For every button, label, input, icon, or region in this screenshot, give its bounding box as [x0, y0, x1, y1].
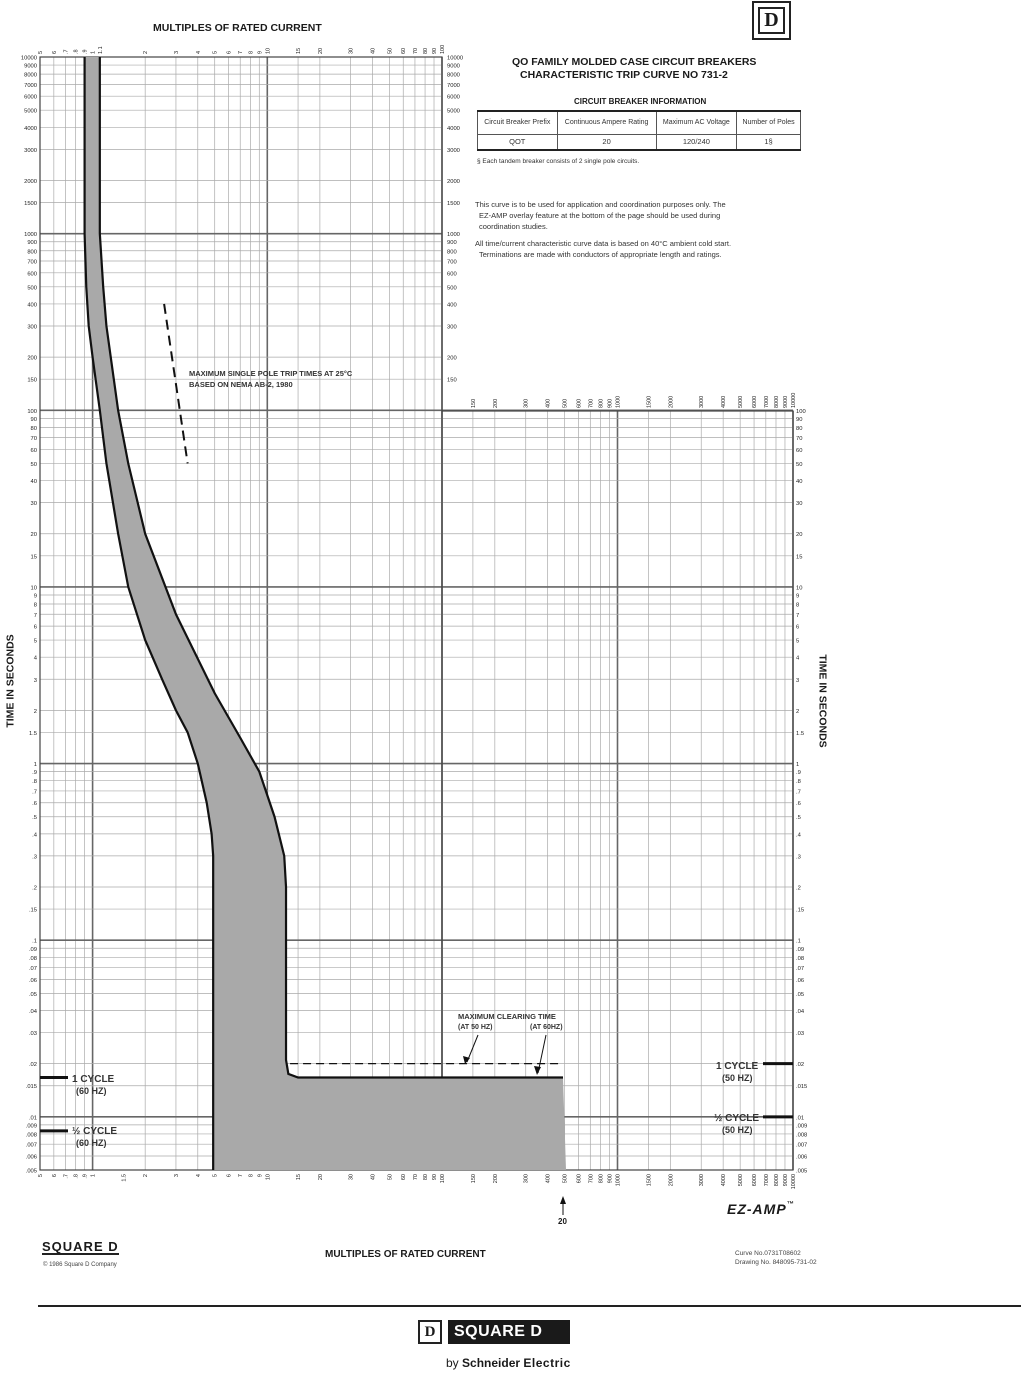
y-tick-label-left: 50 [30, 461, 37, 468]
ezamp-tick-label-mid: 8000 [773, 395, 780, 408]
y-tick-label-left: 3000 [24, 147, 37, 154]
x-tick-label-bottom: 6 [226, 1174, 233, 1178]
clearing-60hz-label: (AT 60HZ) [530, 1024, 563, 1031]
left-one-cycle-label: 1 CYCLE [72, 1074, 115, 1085]
y-tick-label-left: 400 [27, 302, 37, 309]
y-tick-label-right: .06 [796, 977, 805, 984]
y-tick-label-mid: 300 [447, 324, 457, 331]
y-tick-label-mid: 600 [447, 271, 457, 278]
y-tick-label-left: .9 [32, 770, 37, 777]
y-tick-label-mid: 150 [447, 377, 457, 384]
footer-schneider [446, 1356, 571, 1370]
ezamp-tick-label-mid: 900 [607, 398, 614, 408]
y-tick-label-left: 15 [30, 554, 37, 561]
ezamp-tick-label-bottom: 700 [588, 1174, 595, 1184]
x-tick-label-bottom: 5 [212, 1174, 219, 1178]
note2-line2: Terminations are made with conductors of appropriate length and ratings. [479, 250, 722, 259]
info-table-title: CIRCUIT BREAKER INFORMATION [574, 97, 707, 106]
ezamp-tick-label-mid: 500 [562, 398, 569, 408]
x-tick-label-top: 9 [257, 50, 264, 54]
y-tick-label-right: .5 [796, 815, 801, 822]
y-tick-label-left: 300 [27, 324, 37, 331]
y-tick-label-left: .008 [25, 1132, 37, 1139]
y-tick-label-left: .8 [32, 779, 37, 786]
y-tick-label-mid: 700 [447, 259, 457, 266]
ezamp-logo-text: EZ-AMP [727, 1201, 787, 1217]
right-axis-title: TIME IN SECONDS [816, 654, 829, 748]
y-tick-label-mid: 500 [447, 285, 457, 292]
y-tick-label-right: .007 [796, 1142, 808, 1149]
y-tick-label-right: .08 [796, 955, 805, 962]
x-tick-label-bottom: .8 [73, 1174, 80, 1179]
single-pole-note-line2: BASED ON NEMA AB-2, 1980 [189, 380, 293, 389]
clearing-50hz-label: (AT 50 HZ) [458, 1024, 493, 1031]
table-footnote: § Each tandem breaker consists of 2 single pole circuits. [477, 158, 640, 165]
y-tick-label-left: .2 [32, 885, 37, 892]
y-tick-label-right: .9 [796, 770, 801, 777]
left-60hz-label-2: (60 HZ) [76, 1138, 107, 1148]
y-tick-label-left: 5000 [24, 108, 37, 115]
y-tick-label-mid: 7000 [447, 82, 460, 89]
x-tick-label-bottom: 8 [248, 1174, 255, 1178]
y-tick-label-right: 5 [796, 638, 800, 645]
y-tick-label-left: .03 [28, 1031, 37, 1038]
ezamp-tick-label-bottom: 10000 [791, 1174, 797, 1190]
x-tick-label-bottom: 1 [90, 1174, 97, 1178]
note2-line1: All time/current characteristic curve data is based on 40°C ambient cold start. [475, 239, 732, 248]
y-tick-label-left: .1 [32, 938, 37, 945]
footer-by: by [446, 1356, 459, 1370]
y-tick-label-right: .009 [796, 1123, 808, 1130]
chart-title-line1: QO FAMILY MOLDED CASE CIRCUIT BREAKERS [512, 56, 757, 68]
x-tick-label-top: 90 [432, 47, 439, 54]
y-tick-label-left: 200 [27, 355, 37, 362]
y-tick-label-right: 30 [796, 501, 803, 508]
col-prefix: Circuit Breaker Prefix [478, 111, 558, 135]
y-tick-label-left: 2000 [24, 178, 37, 185]
footer-company: Schneider [462, 1356, 521, 1370]
footer-brand-name: SQUARE D [448, 1320, 570, 1344]
y-tick-label-left: .007 [25, 1142, 37, 1149]
y-tick-label-left: .01 [28, 1115, 37, 1122]
x-tick-label-top: 15 [296, 47, 303, 54]
table-header-row [478, 111, 801, 135]
y-tick-label-left: .5 [32, 815, 37, 822]
y-tick-label-left: 20 [30, 532, 37, 539]
y-tick-label-left: 2 [33, 708, 37, 715]
ezamp-tick-label-mid: 10000 [791, 392, 797, 408]
y-tick-label-left: .07 [28, 966, 37, 973]
x-tick-label-bottom: 70 [412, 1174, 419, 1181]
ezamp-tick-label-bottom: 300 [523, 1174, 530, 1184]
square-d-logo [752, 1, 791, 40]
y-tick-label-right: 80 [796, 425, 803, 432]
footer-divider [38, 1305, 1021, 1307]
y-tick-label-right: .4 [796, 832, 801, 839]
footer-d-icon: D [418, 1320, 442, 1344]
y-tick-label-right: .01 [796, 1115, 805, 1122]
y-tick-label-mid: 4000 [447, 125, 460, 132]
y-tick-label-left: 70 [30, 436, 37, 443]
left-half-cycle-label: ½ CYCLE [72, 1126, 118, 1137]
x-tick-label-bottom: 30 [348, 1174, 355, 1181]
y-tick-label-left: 1000 [24, 232, 37, 239]
breaker-info-table [477, 110, 801, 151]
single-pole-note-line1: MAXIMUM SINGLE POLE TRIP TIMES AT 25°C [189, 369, 353, 378]
x-tick-label-top: 20 [317, 47, 324, 54]
right-one-cycle-label: 1 CYCLE [716, 1061, 759, 1072]
x-tick-label-top: 10 [265, 47, 272, 54]
y-tick-label-mid: 5000 [447, 108, 460, 115]
x-tick-label-bottom: 3 [173, 1174, 180, 1178]
col-voltage: Maximum AC Voltage [656, 111, 736, 135]
top-axis-title: MULTIPLES OF RATED CURRENT [153, 22, 322, 34]
note1-line2: EZ-AMP overlay feature at the bottom of the page should be used during [479, 211, 721, 220]
y-tick-label-left: 150 [27, 377, 37, 384]
y-tick-label-right: 7 [796, 612, 800, 619]
ezamp-tick-label-mid: 800 [598, 398, 605, 408]
ezamp-tick-label-bottom: 150 [470, 1174, 477, 1184]
ezamp-marker-arrowhead [560, 1196, 566, 1204]
y-tick-label-left: 1500 [24, 201, 37, 208]
y-tick-label-left: .15 [28, 907, 37, 914]
ezamp-tick-label-bottom: 2000 [668, 1174, 675, 1187]
y-tick-label-left: 4 [33, 655, 37, 662]
x-tick-label-top: 6 [51, 50, 58, 54]
x-tick-label-top: .9 [82, 49, 89, 54]
x-tick-label-bottom: .9 [82, 1174, 89, 1179]
y-tick-label-right: 1 [796, 762, 800, 769]
ezamp-marker-value: 20 [558, 1217, 567, 1226]
note1-line1: This curve is to be used for application and coordination purposes only. The [475, 200, 726, 209]
ezamp-tick-label-bottom: 400 [545, 1174, 552, 1184]
right-50hz-label-2: (50 HZ) [722, 1125, 753, 1135]
col-ampere: Continuous Ampere Rating [557, 111, 656, 135]
y-tick-label-left: 10000 [20, 55, 37, 62]
drawing-number: Drawing No. 848095-731-02 [735, 1259, 817, 1266]
x-tick-label-top: 2 [143, 50, 150, 54]
right-half-cycle-label: ½ CYCLE [714, 1113, 760, 1124]
ezamp-tick-label-mid: 1500 [646, 395, 653, 408]
y-tick-label-right: 60 [796, 447, 803, 454]
x-tick-label-bottom: 100 [440, 1174, 446, 1184]
ezamp-logo [727, 1201, 795, 1217]
footer-logo [418, 1320, 570, 1344]
ezamp-tick-label-bottom: 9000 [782, 1174, 789, 1187]
x-tick-label-bottom: 9 [257, 1174, 264, 1178]
y-tick-label-left: 40 [30, 479, 37, 486]
x-tick-label-top: 3 [173, 50, 180, 54]
y-tick-label-right: 3 [796, 677, 800, 684]
y-tick-label-mid: 6000 [447, 94, 460, 101]
y-tick-label-mid: 400 [447, 302, 457, 309]
y-tick-label-left: 800 [27, 249, 37, 256]
y-tick-label-left: 6000 [24, 94, 37, 101]
ezamp-tick-label-mid: 400 [545, 398, 552, 408]
y-tick-label-right: .04 [796, 1008, 805, 1015]
x-tick-label-top: 30 [348, 47, 355, 54]
cell-voltage: 120/240 [656, 135, 736, 151]
clearing-60hz-arrowhead [534, 1066, 541, 1075]
ezamp-tick-label-mid: 7000 [763, 395, 770, 408]
y-tick-label-left: .7 [32, 789, 37, 796]
x-tick-label-bottom: 2 [143, 1174, 150, 1178]
x-tick-label-top: 40 [370, 47, 377, 54]
y-tick-label-left: .009 [25, 1123, 37, 1130]
y-tick-label-right: .008 [796, 1132, 808, 1139]
ezamp-tick-label-bottom: 900 [607, 1174, 614, 1184]
y-tick-label-mid: 1500 [447, 201, 460, 208]
y-tick-label-right: 9 [796, 593, 800, 600]
ezamp-tick-label-bottom: 200 [492, 1174, 499, 1184]
y-tick-label-left: 4000 [24, 125, 37, 132]
left-axis-title: TIME IN SECONDS [4, 634, 17, 728]
ezamp-tick-label-bottom: 3000 [699, 1174, 706, 1187]
ezamp-tick-label-bottom: 600 [576, 1174, 583, 1184]
x-tick-label-top: 80 [423, 47, 430, 54]
y-tick-label-mid: 200 [447, 355, 457, 362]
y-tick-label-right: .07 [796, 966, 805, 973]
cell-poles: 1§ [737, 135, 801, 151]
y-tick-label-left: 5 [33, 638, 37, 645]
y-tick-label-right: 4 [796, 655, 800, 662]
x-tick-label-top: .8 [73, 49, 80, 54]
x-tick-label-bottom: 90 [432, 1174, 439, 1181]
y-tick-label-mid: 3000 [447, 147, 460, 154]
ezamp-tick-label-mid: 3000 [699, 395, 706, 408]
y-tick-label-left: 8000 [24, 72, 37, 79]
ezamp-tick-label-bottom: 500 [562, 1174, 569, 1184]
ezamp-tick-label-mid: 6000 [752, 395, 759, 408]
y-tick-label-left: 10 [30, 585, 37, 592]
chart-title-line2: CHARACTERISTIC TRIP CURVE NO 731-2 [520, 69, 728, 81]
y-tick-label-left: 9 [33, 593, 37, 600]
x-tick-label-bottom: 20 [317, 1174, 324, 1181]
y-tick-label-left: .4 [32, 832, 37, 839]
ezamp-tick-label-bottom: 6000 [752, 1174, 759, 1187]
y-tick-label-left: 6 [33, 624, 37, 631]
x-tick-label-top: .7 [63, 49, 70, 54]
ezamp-tick-label-mid: 1000 [615, 395, 622, 408]
x-tick-label-bottom: 60 [401, 1174, 408, 1181]
x-tick-label-top: 5 [212, 50, 219, 54]
y-tick-label-right: .05 [796, 991, 805, 998]
x-tick-label-top: 60 [401, 47, 408, 54]
x-tick-label-bottom: 15 [296, 1174, 303, 1181]
ezamp-tick-label-mid: 5000 [738, 395, 745, 408]
y-tick-label-left: .015 [25, 1084, 37, 1091]
ezamp-tick-label-bottom: 800 [598, 1174, 605, 1184]
x-tick-label-top: 7 [238, 50, 245, 54]
y-tick-label-right: .03 [796, 1031, 805, 1038]
x-tick-label-bottom: 40 [370, 1174, 377, 1181]
x-tick-label-top: 1 [90, 50, 97, 54]
y-tick-label-right: 100 [796, 408, 806, 415]
left-60hz-label: (60 HZ) [76, 1086, 107, 1096]
y-tick-label-left: .006 [25, 1154, 37, 1161]
y-tick-label-right: .8 [796, 779, 801, 786]
y-tick-label-left: 7 [33, 612, 37, 619]
y-tick-label-left: 7000 [24, 82, 37, 89]
y-tick-label-left: 900 [27, 240, 37, 247]
x-tick-label-bottom: 4 [195, 1174, 202, 1178]
x-tick-label-bottom: 6 [51, 1174, 58, 1178]
y-tick-label-left: 3 [33, 677, 37, 684]
y-tick-label-left: .02 [28, 1062, 37, 1069]
y-tick-label-left: 60 [30, 447, 37, 454]
bottom-axis-title: MULTIPLES OF RATED CURRENT [325, 1249, 486, 1260]
col-poles: Number of Poles [737, 111, 801, 135]
y-tick-label-left: 1.5 [28, 730, 37, 737]
ezamp-tick-label-bottom: 1000 [615, 1174, 622, 1187]
ezamp-tick-label-mid: 700 [588, 398, 595, 408]
curve-number: Curve No.0731T08602 [735, 1250, 801, 1257]
y-tick-label-mid: 1000 [447, 232, 460, 239]
y-tick-label-right: .09 [796, 946, 805, 953]
x-tick-label-top: 6 [226, 50, 233, 54]
clearing-time-label: MAXIMUM CLEARING TIME [458, 1012, 556, 1021]
ezamp-tick-label-mid: 300 [523, 398, 530, 408]
y-tick-label-right: .02 [796, 1062, 805, 1069]
footer-electric: Electric [523, 1356, 571, 1370]
square-d-wordmark: SQUARE D [42, 1239, 119, 1254]
y-tick-label-mid: 800 [447, 249, 457, 256]
x-tick-label-bottom: 5 [38, 1174, 44, 1178]
y-tick-label-right: 15 [796, 554, 803, 561]
y-tick-label-left: .08 [28, 955, 37, 962]
cell-ampere: 20 [557, 135, 656, 151]
y-tick-label-right: .1 [796, 938, 801, 945]
cell-prefix: QOT [478, 135, 558, 151]
y-tick-label-right: .2 [796, 885, 801, 892]
y-tick-label-mid: 8000 [447, 72, 460, 79]
y-tick-label-mid: 2000 [447, 178, 460, 185]
ezamp-tick-label-mid: 4000 [721, 395, 728, 408]
x-tick-label-top: 1.1 [97, 46, 104, 54]
right-50hz-label: (50 HZ) [722, 1073, 753, 1083]
y-tick-label-mid: 9000 [447, 63, 460, 70]
y-tick-label-left: .04 [28, 1008, 37, 1015]
x-tick-label-top: 4 [195, 50, 202, 54]
ezamp-tick-label-mid: 200 [492, 398, 499, 408]
y-tick-label-left: 500 [27, 285, 37, 292]
ezamp-tick-label-bottom: 7000 [763, 1174, 770, 1187]
y-tick-label-left: .3 [32, 854, 37, 861]
copyright: © 1986 Square D Company [43, 1262, 117, 1268]
y-tick-label-left: 100 [27, 408, 37, 415]
y-tick-label-right: .7 [796, 789, 801, 796]
ezamp-tm: ™ [786, 1201, 795, 1208]
x-tick-label-bottom: 7 [238, 1174, 245, 1178]
y-tick-label-right: 2 [796, 708, 800, 715]
y-tick-label-mid: 10000 [447, 55, 464, 62]
ezamp-tick-label-mid: 9000 [782, 395, 789, 408]
y-tick-label-left: 80 [30, 425, 37, 432]
y-tick-label-right: .6 [796, 801, 801, 808]
y-tick-label-left: 9000 [24, 63, 37, 70]
x-tick-label-top: 100 [440, 44, 446, 54]
y-tick-label-right: 50 [796, 461, 803, 468]
y-tick-label-left: 1 [33, 762, 37, 769]
x-tick-label-bottom: 1.5 [121, 1174, 128, 1182]
y-tick-label-right: .3 [796, 854, 801, 861]
ezamp-tick-label-bottom: 1500 [646, 1174, 653, 1187]
y-tick-label-right: 90 [796, 416, 803, 423]
y-tick-label-left: .06 [28, 977, 37, 984]
y-tick-label-right: 40 [796, 479, 803, 486]
x-tick-label-bottom: 10 [265, 1174, 272, 1181]
x-tick-label-top: 5 [38, 50, 44, 54]
y-tick-label-right: .006 [796, 1154, 808, 1161]
y-tick-label-right: 8 [796, 602, 800, 609]
y-tick-label-left: .6 [32, 801, 37, 808]
logo-letter: D [758, 7, 785, 34]
y-tick-label-left: .05 [28, 991, 37, 998]
x-tick-label-top: 70 [412, 47, 419, 54]
y-tick-label-left: 30 [30, 501, 37, 508]
y-tick-label-left: 90 [30, 416, 37, 423]
y-tick-label-left: .09 [28, 946, 37, 953]
ezamp-tick-label-bottom: 4000 [721, 1174, 728, 1187]
y-tick-label-right: 1.5 [796, 730, 805, 737]
x-tick-label-bottom: 80 [423, 1174, 430, 1181]
ezamp-tick-label-mid: 600 [576, 398, 583, 408]
table-row [478, 135, 801, 151]
ezamp-tick-label-mid: 150 [470, 398, 477, 408]
x-tick-label-top: 50 [387, 47, 394, 54]
y-tick-label-right: 70 [796, 436, 803, 443]
x-tick-label-top: 8 [248, 50, 255, 54]
x-tick-label-bottom: .7 [63, 1174, 70, 1179]
ezamp-tick-label-bottom: 5000 [738, 1174, 745, 1187]
note1-line3: coordination studies. [479, 222, 548, 231]
x-tick-label-bottom: 50 [387, 1174, 394, 1181]
ezamp-tick-label-bottom: 8000 [773, 1174, 780, 1187]
y-tick-label-right: 10 [796, 585, 803, 592]
y-tick-label-right: 20 [796, 532, 803, 539]
y-tick-label-right: .015 [796, 1084, 808, 1091]
y-tick-label-left: 8 [33, 602, 37, 609]
y-tick-label-right: 6 [796, 624, 800, 631]
y-tick-label-left: .005 [25, 1168, 37, 1175]
y-tick-label-mid: 900 [447, 240, 457, 247]
y-tick-label-right: .005 [796, 1168, 808, 1175]
y-tick-label-left: 600 [27, 271, 37, 278]
y-tick-label-right: .15 [796, 907, 805, 914]
ezamp-tick-label-mid: 2000 [668, 395, 675, 408]
y-tick-label-left: 700 [27, 259, 37, 266]
